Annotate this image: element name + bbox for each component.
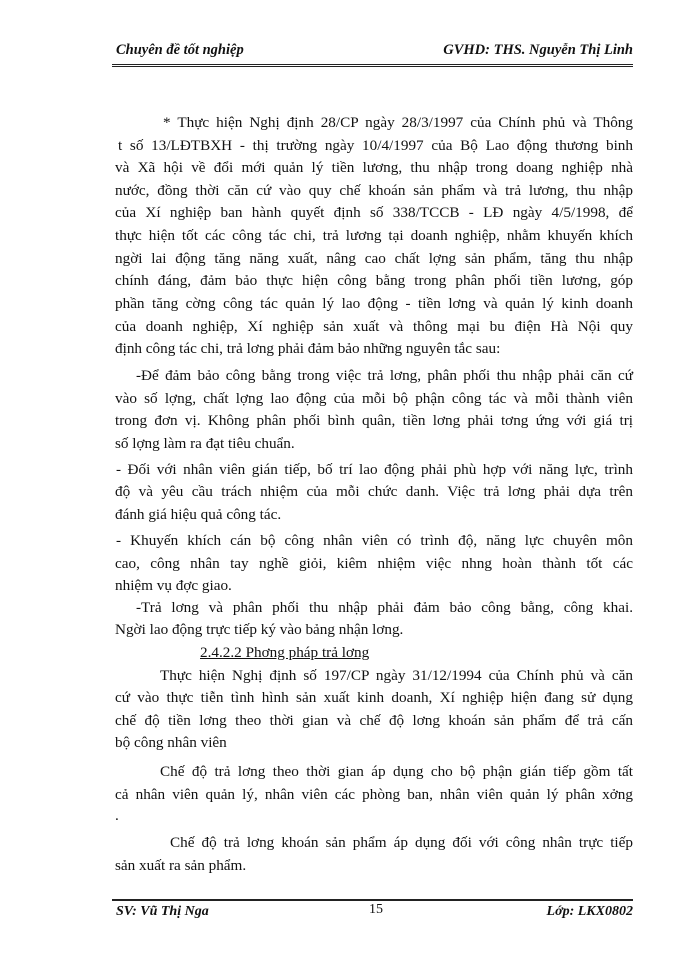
principle-line: vào số lợng, chất lợng lao động của mỗi bộ phận công tác và mỗi thành viên bbox=[115, 390, 633, 407]
header-document-type: Chuyên đề tốt nghiệp bbox=[116, 42, 244, 58]
paragraph-line: bộ công nhân viên bbox=[115, 734, 227, 751]
paragraph-line: cả nhân viên quản lý, nhân viên các phòng ban, nhân viên quản lý phân xởng bbox=[115, 786, 633, 803]
principle-line: -Trả lơng và phân phối thu nhập phải đảm bảo công bằng, công khai. bbox=[136, 599, 633, 616]
paragraph-line: Thực hiện Nghị định số 197/CP ngày 31/12/1994 của Chính phủ và căn bbox=[160, 667, 633, 684]
paragraph-line: * Thực hiện Nghị định 28/CP ngày 28/3/1997 của Chính phủ và Thông bbox=[163, 114, 633, 131]
paragraph-line: . bbox=[115, 807, 119, 824]
principle-line: Ngời lao động trực tiếp ký vào bảng nhận lơng. bbox=[115, 621, 404, 638]
principle-line: trong đơn vị. Không phân phối bình quân, tiền lơng phải tơng ứng với giá trị bbox=[115, 412, 633, 429]
paragraph-line: của Xí nghiệp ban hành quyết định số 338/TCCB - LĐ ngày 4/5/1998, để bbox=[115, 204, 633, 221]
paragraph-line: sản xuất ra sản phẩm. bbox=[115, 857, 247, 874]
paragraph-line: định công tác chi, trả lơng phải đảm bảo những nguyên tắc sau: bbox=[115, 340, 501, 357]
paragraph-line: của doanh nghiệp, Xí nghiệp sản xuất và thông mại bu điện Hà Nội quy bbox=[115, 318, 633, 335]
paragraph-line: ngời lai động tăng năng xuất, nâng cao chất lợng sản phẩm, tăng thu nhập bbox=[115, 250, 633, 267]
paragraph-line: nước, đồng thời căn cứ vào quy chế khoán sản phẩm và trả lương, thu nhập bbox=[115, 182, 633, 199]
principle-line: -Để đảm bảo công bằng trong việc trả lơng, phân phối thu nhập phải căn cứ bbox=[136, 367, 633, 384]
header-supervisor: GVHD: THS. Nguyễn Thị Linh bbox=[443, 42, 633, 58]
paragraph-line: cứ vào thực tiễn tình hình sản xuất kinh doanh, Xí nghiệp hiện đang sử dụng bbox=[115, 689, 633, 706]
paragraph-line: Chế độ trả lơng khoán sản phẩm áp dụng đối với công nhân trực tiếp bbox=[170, 834, 633, 851]
paragraph-line: Chế độ trả lơng theo thời gian áp dụng cho bộ phận gián tiếp gồm tất bbox=[160, 763, 633, 780]
section-heading: 2.4.2.2 Phơng pháp trả lơng bbox=[200, 644, 370, 661]
footer-student-name: SV: Vũ Thị Nga bbox=[116, 904, 209, 919]
paragraph-line: và Xã hội về đổi mới quản lý tiền lương, thu nhập trong doang nghiệp nhà bbox=[115, 159, 633, 176]
paragraph-line: t số 13/LĐTBXH - thị trường ngày 10/4/1997 của Bộ Lao động thương binh bbox=[118, 137, 633, 154]
principle-line: - Khuyến khích cán bộ công nhân viên có trình độ, năng lực chuyên môn bbox=[116, 532, 633, 549]
page-number: 15 bbox=[369, 902, 383, 917]
page-footer bbox=[112, 902, 633, 924]
paragraph-line: phần tăng cờng công tác quản lý lao động - tiền lơng và quản lý kinh doanh bbox=[115, 295, 633, 312]
principle-line: số lợng làm ra đạt tiêu chuẩn. bbox=[115, 435, 295, 452]
principle-line: đánh giá hiệu quả công tác. bbox=[115, 506, 282, 523]
paragraph-line: chế độ tiền lơng theo thời gian và chế độ lơng khoán sản phẩm để trả cấn bbox=[115, 712, 633, 729]
principle-line: độ và yêu cầu trách nhiệm của mỗi chức danh. Việc trả lơng phải dựa trên bbox=[115, 483, 633, 500]
principle-line: cao, công nhân tay nghề giỏi, kiêm nhiệm việc nhng hoàn thành tốt các bbox=[115, 555, 633, 572]
paragraph-line: chính đáng, đảm bảo thực hiện công bằng trong phân phối tiền lương, góp bbox=[115, 272, 633, 289]
principle-line: - Đối với nhân viên gián tiếp, bố trí lao động phải phù hợp với năng lực, trình bbox=[116, 461, 633, 478]
footer-class-code: Lớp: LKX0802 bbox=[546, 904, 633, 919]
paragraph-line: thực hiện tốt các công tác chi, trả lương tại doanh nghiệp, nhằm khuyến khích bbox=[115, 227, 633, 244]
footer-divider bbox=[112, 899, 633, 901]
principle-line: nhiệm vụ đợc giao. bbox=[115, 577, 232, 594]
